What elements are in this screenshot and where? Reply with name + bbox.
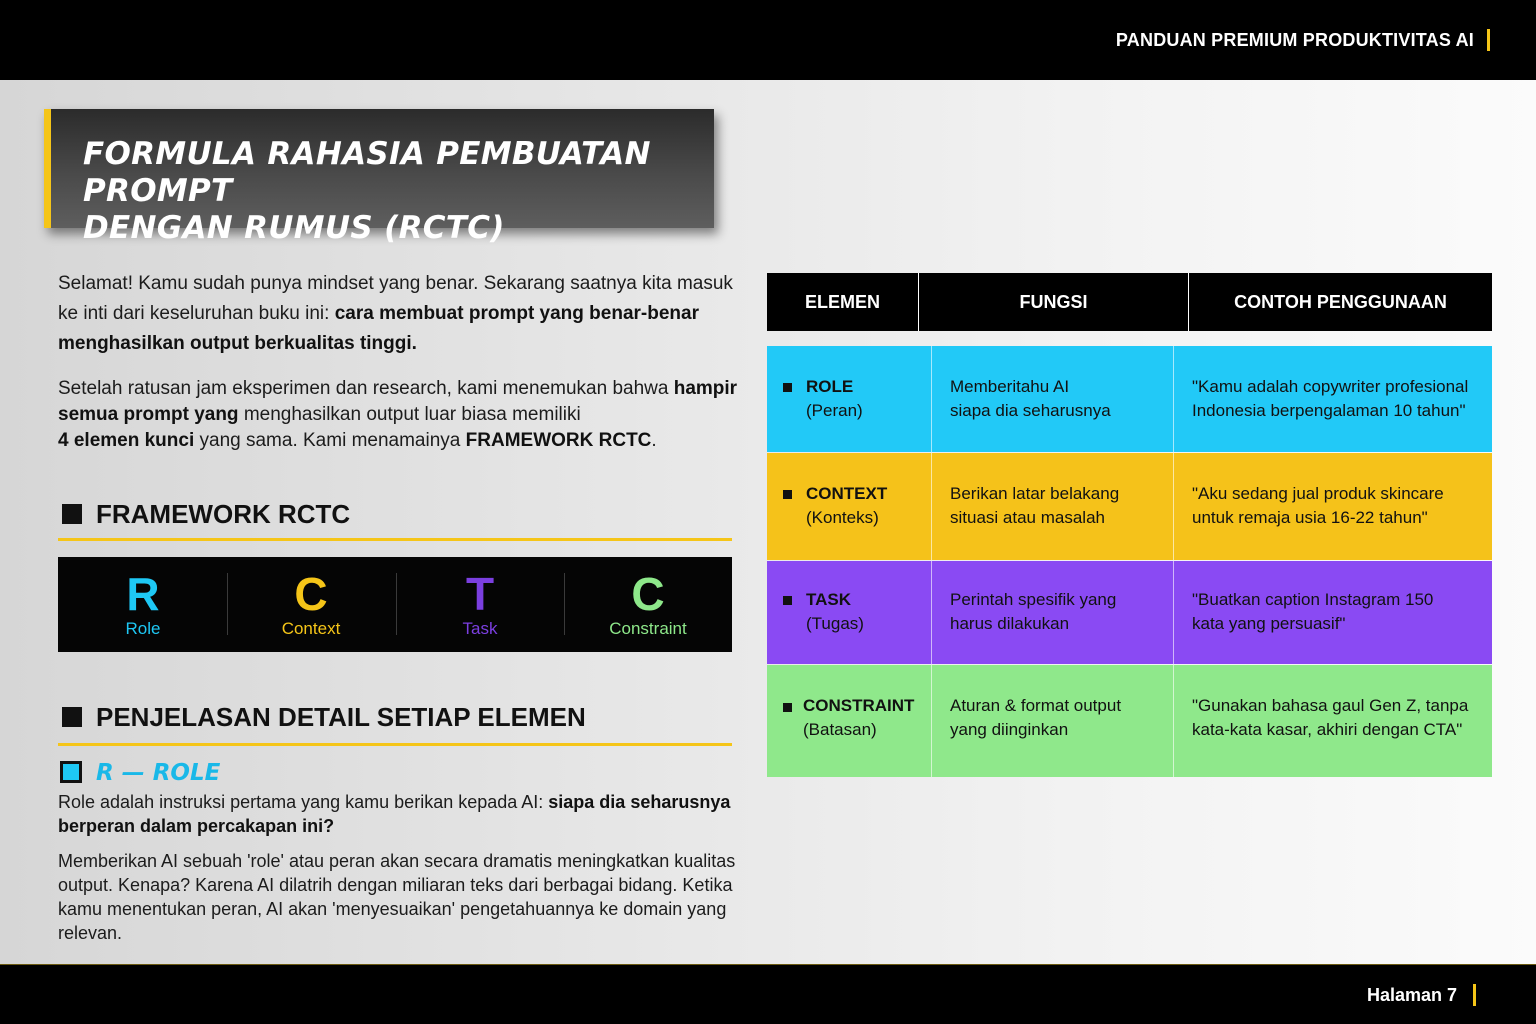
section-heading-text: PENJELASAN DETAIL SETIAP ELEMEN — [96, 702, 586, 732]
table-row — [767, 665, 1492, 777]
checkbox-square-icon — [60, 761, 82, 783]
row-divider — [1173, 561, 1174, 664]
contoh-line: Indonesia berpengalaman 10 tahun" — [1192, 401, 1466, 420]
rctc-word: Context — [281, 619, 341, 638]
detail-text: Role adalah instruksi pertama yang kamu berikan kepada AI: — [58, 792, 549, 812]
rctc-letter: T — [465, 568, 495, 620]
table-header — [767, 273, 1492, 331]
element-name: ROLE — [806, 377, 854, 396]
intro-bold: hampir semua prompt yang — [58, 378, 738, 425]
element-name: CONSTRAINT — [803, 696, 915, 715]
fungsi-line: harus dilakukan — [950, 614, 1070, 633]
detail-paragraph-1 — [58, 790, 738, 838]
contoh-line: kata-kata kasar, akhiri dengan CTA" — [1192, 720, 1463, 739]
bullet-icon — [783, 383, 792, 392]
row-divider — [931, 453, 932, 560]
rctc-item-constraint — [564, 557, 732, 652]
intro-text: Selamat! Kamu sudah punya mindset yang benar. Sekarang saatnya kita masuk ke inti dari keseluruhan buku ini: — [58, 273, 733, 324]
contoh-cell — [1192, 694, 1468, 742]
table-row — [767, 561, 1492, 664]
intro-paragraph-1 — [58, 269, 738, 359]
rctc-item-role — [59, 557, 227, 652]
table-header-cell: ELEMEN — [804, 292, 880, 312]
element-cell — [806, 588, 864, 636]
rctc-letter: C — [294, 568, 328, 620]
fungsi-line: Memberitahu AI — [950, 377, 1070, 396]
top-bar — [0, 0, 1536, 80]
title-banner — [44, 109, 714, 246]
table-header-cell: CONTOH PENGGUNAAN — [1234, 292, 1447, 312]
section-heading-detail — [62, 702, 732, 733]
rctc-word: Constraint — [609, 619, 687, 638]
contoh-line: kata yang persuasif" — [1192, 614, 1346, 633]
square-icon — [62, 707, 82, 727]
accent-mark — [1473, 984, 1476, 1006]
table-row — [767, 453, 1492, 560]
bullet-icon — [783, 596, 792, 605]
page-title — [83, 136, 703, 247]
brand-title: PANDUAN PREMIUM PRODUKTIVITAS AI — [1115, 30, 1474, 50]
page-number: Halaman 7 — [1366, 985, 1457, 1005]
title-line-1: FORMULA RAHASIA PEMBUATAN PROMPT — [83, 136, 651, 209]
row-divider — [1173, 665, 1174, 777]
detail-bold: siapa dia seharusnya berperan dalam percakapan ini? — [58, 792, 731, 836]
intro-bold: cara membuat prompt yang benar-benar menghasilkan output berkualitas tinggi. — [58, 303, 699, 354]
contoh-cell — [1192, 482, 1444, 530]
rctc-item-context — [227, 557, 395, 652]
intro-bold: 4 elemen kunci — [58, 430, 195, 451]
fungsi-cell — [950, 694, 1121, 742]
contoh-line: untuk remaja usia 16-22 tahun" — [1192, 508, 1428, 527]
section-divider — [58, 743, 732, 746]
fungsi-cell — [950, 588, 1116, 636]
element-sub: (Konteks) — [806, 508, 879, 527]
intro-text: . — [651, 430, 657, 451]
section-heading-text: FRAMEWORK RCTC — [96, 499, 351, 529]
intro-text: yang sama. Kami menamainya — [194, 430, 466, 451]
sub-heading-text: R — ROLE — [96, 760, 221, 786]
contoh-cell — [1192, 375, 1468, 423]
element-name: TASK — [806, 590, 852, 609]
element-sub: (Batasan) — [803, 720, 877, 739]
intro-paragraph-2 — [58, 376, 738, 454]
section-heading-framework — [62, 499, 732, 530]
intro-bold: FRAMEWORK RCTC — [465, 430, 652, 451]
rctc-strip — [58, 557, 732, 652]
intro-text: menghasilkan output luar biasa memiliki — [238, 404, 581, 425]
row-divider — [1173, 453, 1174, 560]
section-divider — [58, 538, 732, 541]
bottom-bar — [0, 964, 1536, 1024]
element-sub: (Tugas) — [806, 614, 864, 633]
fungsi-cell — [950, 482, 1119, 530]
row-divider — [1173, 346, 1174, 452]
accent-mark — [1487, 29, 1490, 51]
rctc-item-task — [396, 557, 564, 652]
contoh-line: "Buatkan caption Instagram 150 — [1192, 590, 1434, 609]
rctc-letter: C — [631, 568, 665, 620]
row-divider — [931, 346, 932, 452]
square-icon — [62, 504, 82, 524]
element-cell — [806, 375, 863, 423]
fungsi-line: siapa dia seharusnya — [950, 401, 1111, 420]
detail-paragraph-2: Memberikan AI sebuah 'role' atau peran akan secara dramatis meningkatkan kualitas output. Kenapa? Karena AI dilatrih dengan miliaran teks dari berbagai bidang. Ketika kamu menentukan peran, AI akan 'menyesuaikan' pengetahuannya ke domain yang relevan. — [58, 851, 736, 943]
contoh-cell — [1192, 588, 1433, 636]
contoh-line: "Kamu adalah copywriter profesional — [1192, 377, 1469, 396]
row-divider — [931, 561, 932, 664]
rctc-letter: R — [126, 568, 160, 620]
rctc-word: Task — [462, 619, 498, 638]
element-name: CONTEXT — [806, 484, 888, 503]
fungsi-line: Aturan & format output — [950, 696, 1122, 715]
table-header-cell: FUNGSI — [1019, 292, 1088, 312]
fungsi-line: Berikan latar belakang — [950, 484, 1120, 503]
table-row — [767, 346, 1492, 452]
bullet-icon — [783, 490, 792, 499]
fungsi-line: Perintah spesifik yang — [950, 590, 1117, 609]
row-divider — [931, 665, 932, 777]
bullet-icon — [783, 703, 792, 712]
title-line-2: DENGAN RUMUS (RCTC) — [83, 210, 505, 246]
element-sub: (Peran) — [806, 401, 863, 420]
intro-text: Setelah ratusan jam eksperimen dan research, kami menemukan bahwa — [58, 378, 674, 399]
contoh-line: "Gunakan bahasa gaul Gen Z, tanpa — [1192, 696, 1469, 715]
rctc-word: Role — [125, 619, 161, 638]
element-cell — [803, 694, 914, 742]
element-cell — [806, 482, 887, 530]
fungsi-cell — [950, 375, 1111, 423]
fungsi-line: yang diinginkan — [950, 720, 1069, 739]
contoh-line: "Aku sedang jual produk skincare — [1192, 484, 1444, 503]
fungsi-line: situasi atau masalah — [950, 508, 1105, 527]
sub-heading-role — [60, 760, 220, 786]
